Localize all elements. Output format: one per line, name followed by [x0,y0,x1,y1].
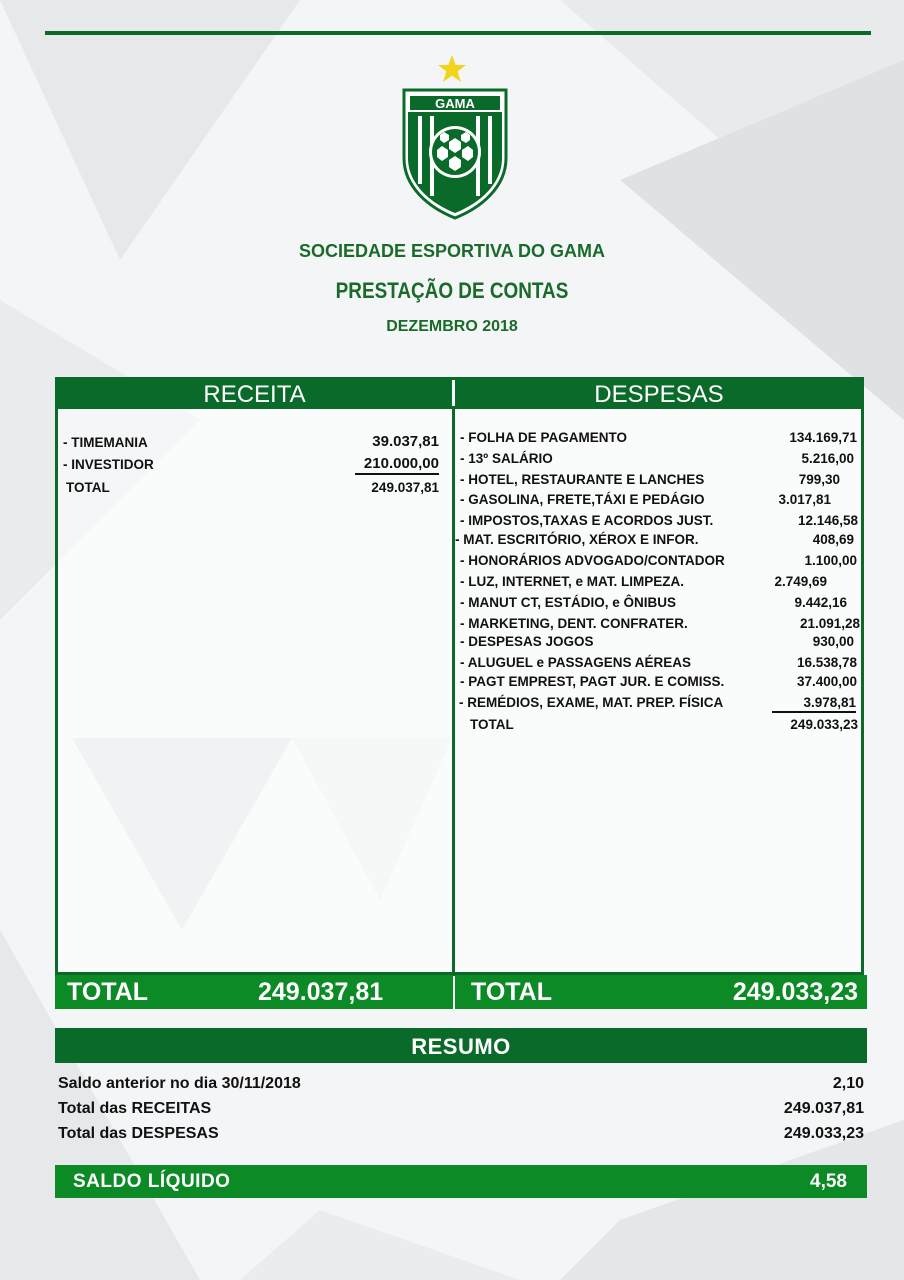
despesa-value: 799,30 [798,472,840,487]
despesa-value: 12.146,58 [797,513,858,528]
despesa-label: - MAT. ESCRITÓRIO, XÉROX E INFOR. [455,532,699,547]
receita-label: - INVESTIDOR [63,457,154,472]
receita-total-value: 249.037,81 [258,978,384,1006]
despesas-heading: DESPESAS [455,379,863,409]
resumo-value: 249.033,23 [783,1125,864,1142]
despesa-label: - GASOLINA, FRETE,TÁXI E PEDÁGIO [460,492,705,507]
despesa-label: - MANUT CT, ESTÁDIO, e ÔNIBUS [460,595,677,610]
receita-label: - TIMEMANIA [63,435,148,450]
resumo-label: Total das DESPESAS [58,1125,219,1142]
resumo-value: 249.037,81 [783,1100,864,1117]
despesa-label: - PAGT EMPREST, PAGT JUR. E COMISS. [460,674,725,689]
crest-text: GAMA [435,96,475,111]
despesas-total-label: TOTAL [471,978,553,1006]
despesa-value: 930,00 [812,634,854,649]
receita-value: 210.000,00 [355,455,439,475]
despesa-value: 3.017,81 [778,492,831,507]
despesa-label: - DESPESAS JOGOS [460,634,594,649]
despesa-label: - IMPOSTOS,TAXAS E ACORDOS JUST. [460,513,714,528]
organization-name: SOCIEDADE ESPORTIVA DO GAMA [298,241,606,261]
despesa-value: 1.100,00 [804,553,857,568]
saldo-liquido-value: 4,58 [810,1171,847,1192]
despesa-label: - FOLHA DE PAGAMENTO [460,430,627,445]
despesas-subtotal-value: 249.033,23 [790,717,858,732]
top-rule [45,31,871,35]
despesa-label: - HOTEL, RESTAURANTE E LANCHES [460,472,705,487]
despesas-total-value: 249.033,23 [732,978,858,1006]
despesa-label: - REMÉDIOS, EXAME, MAT. PREP. FÍSICA [459,695,724,710]
despesa-value: 5.216,00 [801,451,854,466]
despesa-value: 21.091,28 [799,616,860,631]
despesa-value: 9.442,16 [794,595,847,610]
document-period: DEZEMBRO 2018 [386,318,518,335]
despesa-value: 134.169,71 [789,430,857,445]
receita-total-bar [55,975,453,1009]
receita-heading: RECEITA [57,379,452,409]
receita-subtotal-label: TOTAL [66,480,110,495]
document-title: PRESTAÇÃO DE CONTAS [335,278,569,303]
despesas-total-bar [455,975,867,1009]
despesas-subtotal-label: TOTAL [470,717,514,732]
despesa-value: 408,69 [812,532,854,547]
despesa-label: - MARKETING, DENT. CONFRATER. [460,616,688,631]
saldo-liquido-bar [55,1165,867,1198]
despesa-label: - LUZ, INTERNET, e MAT. LIMPEZA. [460,574,684,589]
despesa-value: 2.749,69 [774,574,827,589]
club-crest-icon [400,88,510,220]
despesa-value: 3.978,81 [772,695,856,713]
despesa-value: 37.400,00 [796,674,857,689]
receita-subtotal-value: 249.037,81 [371,480,439,495]
despesa-label: - ALUGUEL e PASSAGENS AÉREAS [460,655,692,670]
despesa-value: 16.538,78 [796,655,857,670]
receita-value: 39.037,81 [372,433,439,450]
column-divider [452,406,455,976]
star-icon [437,54,467,84]
resumo-label: Total das RECEITAS [58,1100,212,1117]
receita-total-label: TOTAL [67,978,149,1006]
resumo-label: Saldo anterior no dia 30/11/2018 [58,1075,301,1092]
resumo-value: 2,10 [832,1075,864,1092]
despesa-label: - 13º SALÁRIO [460,451,553,466]
saldo-liquido-label: SALDO LÍQUIDO [73,1171,231,1192]
resumo-heading: RESUMO [55,1028,867,1063]
despesa-label: - HONORÁRIOS ADVOGADO/CONTADOR [460,553,725,568]
